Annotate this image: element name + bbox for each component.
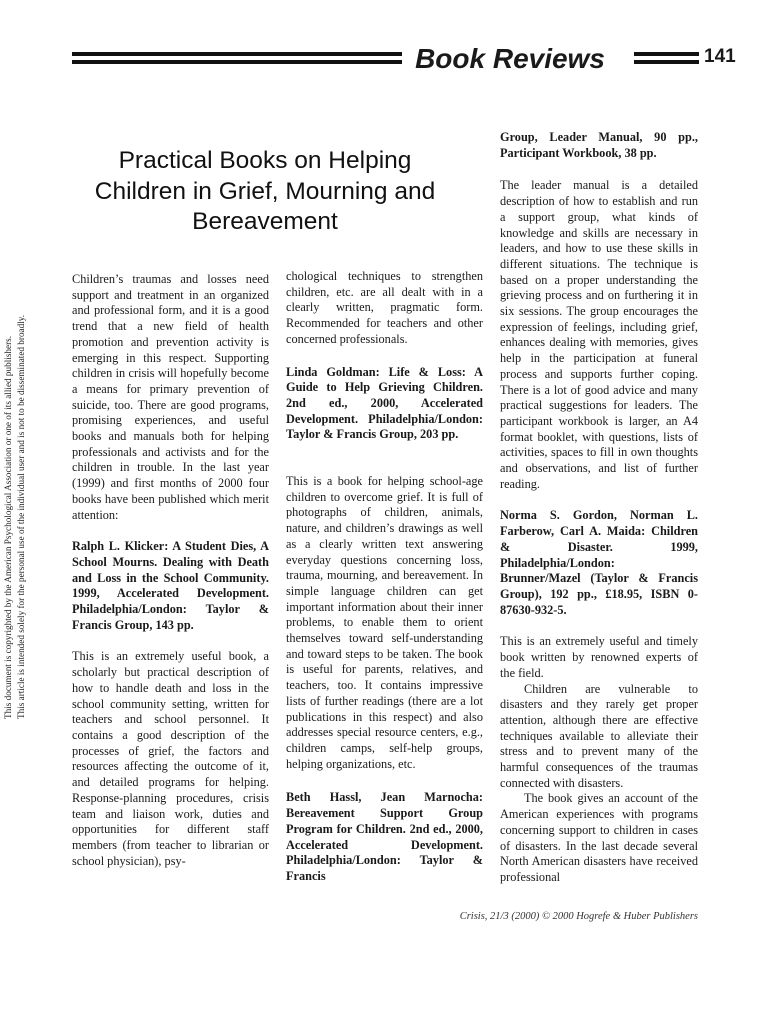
copyright-line-2: This article is intended solely for the personal use of the individual user and is not to be disseminated broadly.: [16, 314, 26, 719]
review-paragraph-goldman: This is a book for helping school-age children to overcome grief. It is full of photographs of children, animals, nature, and children’s drawings as well as a clearly written text answering everyday questions concerning loss, trauma, mourning, and bereavement. In simple language children can get important information about their inner problems, to enable them to orient themselves toward self-understanding and toward steps to be taken. The book is useful for parents, relatives, and teachers, too. It contains impressive lists of further readings (there are a lot publications in this respect) and also addresses special resource centers, e.g., children camps, self-help groups, helping organizations, etc.: [286, 474, 483, 771]
book-citation-goldman: Linda Goldman: Life & Loss: A Guide to Help Grieving Children. 2nd ed., 2000, Accelerated Development. Philadelphia/London: Taylor & Francis Group, 203 pp.: [286, 364, 483, 442]
article-title: Practical Books on Helping Children in Grief, Mourning and Bereavement: [94, 147, 436, 235]
review-paragraph-klicker-cont: chological techniques to strengthen children, etc. are all dealt with in a clearly written, pragmatic form. Recommended for teachers and other concerned professionals.: [286, 269, 483, 346]
footer-citation: Crisis, 21/3 (2000) © 2000 Hogrefe & Huber Publishers: [459, 911, 698, 922]
page-number: 141: [704, 46, 736, 67]
header-rule-right-bottom: [634, 60, 699, 64]
intro-paragraph: Children’s traumas and losses need support and treatment in an organized and professional form, and it is a good trend that a new field of health promotion and prevention activity is emerging in this respect. Supporting children in crisis will hopefully become a means for primary prevention of suicide, too. There are good programs, promising experiences, and useful books and manuals both for helping professionals and activists and for the children in trouble. In the last year (1999) and first months of 2000 four books have been published which merit attention:: [72, 272, 269, 522]
review-paragraph-klicker: This is an extremely useful book, a scholarly but practical description of how to handle death and loss in the school community setting, written for teachers and school personnel. It contains a good description of the processes of grief, the factors and resources affecting the outcome of it, and detailed programs for helping. Response-planning procedures, crisis team and liaison work, duties and opportunities for different staff members (from teacher to librarian or school physician), psy-: [72, 649, 269, 868]
section-title: Book Reviews: [415, 43, 605, 74]
column-1: [72, 272, 269, 869]
book-citation-klicker: Ralph L. Klicker: A Student Dies, A School Mourns. Dealing with Death and Loss in the School Community. 1999, Accelerated Development. Philadelphia/London: Taylor & Francis Group, 143 pp.: [72, 539, 269, 632]
copyright-side-note: [2, 299, 28, 719]
header-rule-left-top: [72, 52, 402, 56]
column-3: [500, 130, 698, 886]
header-rule-right-top: [634, 52, 699, 56]
review-paragraph-gordon-2: Children are vulnerable to disasters and they rarely get proper attention, although there are effective techniques available to alleviate their stress and to prevent many of the harmful consequences of the traumas connected with disasters.: [500, 681, 698, 790]
book-citation-gordon: Norma S. Gordon, Norman L. Farberow, Carl A. Maida: Children & Disaster. 1999, Philadelphia/London: Brunner/Mazel (Taylor & Francis Group), 192 pp., £18.95, ISBN 0-87630-932-5.: [500, 508, 698, 617]
copyright-line-1: This document is copyrighted by the American Psychological Association or one of its allied publishers.: [3, 336, 13, 719]
review-paragraph-hassl: The leader manual is a detailed description of how to establish and run a support group, what kinds of knowledge and skills are necessary in leaders, and how to use these skills in different situations. The technique is based on a proper understanding the grieving process and on furthering it in six sessions. The group encourages the expression of feelings, including grief, enhances dealing with memories, gives help in the participation at funeral process and supports further coping. There is a lot of good advice and many practical suggestions for leaders. The participant workbook is larger, an A4 format booklet, with questions, lists of activities, spaces to fill in own thoughts and observations, and list of further reading.: [500, 178, 698, 491]
book-citation-hassl: Beth Hassl, Jean Marnocha: Bereavement Support Group Program for Children. 2nd ed., 2000, Accelerated Development. Philadelphia/London: Taylor & Francis: [286, 790, 483, 883]
header-rule-left-bottom: [72, 60, 402, 64]
review-paragraph-gordon-1: This is an extremely useful and timely book written by renowned experts of the field.: [500, 634, 698, 680]
book-citation-hassl-cont: Group, Leader Manual, 90 pp., Participant Workbook, 38 pp.: [500, 130, 698, 160]
review-paragraph-gordon-3: The book gives an account of the American experiences with programs concerning support to children in cases of disasters. In the last decade several North American disasters have received professional: [500, 791, 698, 884]
column-2: [286, 269, 483, 885]
